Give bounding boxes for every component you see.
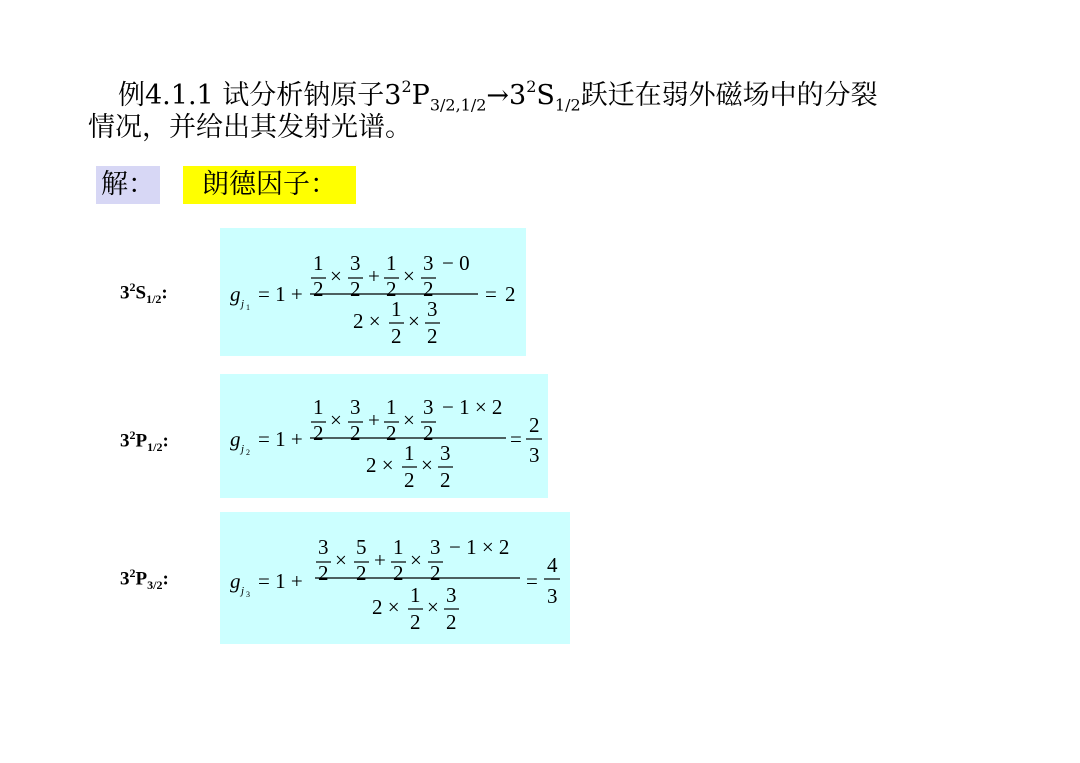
p-term-letter: P [411,80,430,111]
formula-box-g1 [220,228,526,356]
result-numerator: 2 [529,413,540,437]
den-coefficient: 2 × [366,453,394,477]
term-number: 3 [120,568,130,590]
den-times: × [408,309,420,333]
problem-line2: 情况，并给出其发射光谱。 [88,112,412,143]
num-times1: × [330,264,342,288]
result-equals: = [526,569,538,593]
result-equals: = [510,427,522,451]
result-denominator: 3 [529,443,540,467]
num-frac1-top: 3 [318,535,329,559]
den-frac1-top: 1 [404,441,415,465]
den-coefficient: 2 × [372,595,400,619]
formula-g3 [220,512,570,644]
result-equals: = [485,282,497,306]
term-colon: : [162,430,169,452]
num-minus-term: − 1 × 2 [442,395,503,419]
formula-g2 [220,374,548,498]
subscript: 3/2,1/2 [429,95,487,115]
formula-box-g2 [220,374,548,498]
num-frac3-top: 1 [386,395,397,419]
num-frac4-top: 3 [430,535,441,559]
num-times2: × [403,408,415,432]
num-frac2-top: 3 [350,251,361,275]
problem-line1-text: 例4.1.1 试分析钠原子3 [118,80,402,111]
num-frac3-top: 1 [386,251,397,275]
den-frac2-bottom: 2 [440,468,451,492]
num-times1: × [330,408,342,432]
den-frac1-bottom: 2 [410,610,421,634]
formula-g1 [220,228,526,356]
g-subsubscript: 1 [246,303,250,312]
arrow-icon: → [486,80,510,111]
num-frac1-bottom: 2 [313,277,324,301]
term-letter: P [135,568,148,590]
g-subsubscript: 2 [246,448,250,457]
num-frac2-bottom: 2 [350,277,361,301]
g-subscript: j [241,585,245,597]
den-frac2-top: 3 [446,583,457,607]
den-frac2-bottom: 2 [446,610,457,634]
subscript: 1/2 [554,95,581,115]
result-numerator: 4 [547,553,558,577]
term-j: 1/2 [147,440,163,455]
num-frac3-bottom: 2 [386,421,397,445]
num-times2: × [403,264,415,288]
s-term-letter: S [536,80,555,111]
g-subscript: j [241,443,245,455]
num-frac2-top: 3 [350,395,361,419]
g-subscript: j [241,298,245,310]
num-frac4-bottom: 2 [430,561,441,585]
den-coefficient: 2 × [353,309,381,333]
formula-box-g3 [220,512,570,644]
num-frac3-top: 1 [393,535,404,559]
num-times1: × [335,548,347,572]
s-term-prefix: 3 [509,80,527,111]
result-denominator: 3 [547,584,558,608]
problem-statement [88,77,988,144]
num-frac1-top: 1 [313,395,324,419]
term-colon: : [161,282,168,304]
term-letter: P [135,430,148,452]
problem-line1-end: 跃迁在弱外磁场中的分裂 [580,80,878,111]
lande-factor-label: 朗德因子： [183,166,356,204]
den-times: × [421,453,433,477]
term-letter: S [135,282,147,304]
den-frac2-top: 3 [440,441,451,465]
lhs-equals: = 1 + [258,282,303,306]
num-plus: + [368,408,380,432]
num-minus-term: − 1 × 2 [449,535,510,559]
num-frac2-bottom: 2 [356,561,367,585]
num-frac3-bottom: 2 [386,277,397,301]
solution-label: 解： [96,166,160,204]
num-plus: + [368,264,380,288]
den-frac1-bottom: 2 [404,468,415,492]
num-frac4-bottom: 2 [423,277,434,301]
den-frac2-top: 3 [427,297,438,321]
lhs-equals: = 1 + [258,427,303,451]
term-multiplicity: 2 [129,566,136,580]
term-number: 3 [120,430,130,452]
num-frac1-bottom: 2 [318,561,329,585]
term-colon: : [162,568,169,590]
num-frac1-top: 1 [313,251,324,275]
term-j: 3/2 [147,578,163,593]
num-frac4-bottom: 2 [423,421,434,445]
lhs-equals: = 1 + [258,569,303,593]
num-frac4-top: 3 [423,251,434,275]
g-symbol: g [230,569,241,593]
term-label-s-half [120,280,168,307]
den-frac1-top: 1 [391,297,402,321]
den-times: × [427,595,439,619]
term-label-p-three-halves [120,566,169,593]
g-symbol: g [230,282,241,306]
num-times2: × [410,548,422,572]
superscript: 2 [401,77,412,96]
num-frac2-bottom: 2 [350,421,361,445]
den-frac1-top: 1 [410,583,421,607]
num-plus: + [374,548,386,572]
num-frac3-bottom: 2 [393,561,404,585]
term-number: 3 [120,282,130,304]
num-minus-term: − 0 [442,251,470,275]
den-frac2-bottom: 2 [427,324,438,348]
num-frac1-bottom: 2 [313,421,324,445]
num-frac4-top: 3 [423,395,434,419]
g-subsubscript: 3 [246,590,250,599]
term-multiplicity: 2 [129,280,136,294]
num-frac2-top: 5 [356,535,367,559]
term-label-p-half [120,428,169,455]
superscript: 2 [526,77,537,96]
term-j: 1/2 [146,292,162,307]
g-symbol: g [230,427,241,451]
term-multiplicity: 2 [129,428,136,442]
result-value: 2 [505,282,516,306]
den-frac1-bottom: 2 [391,324,402,348]
